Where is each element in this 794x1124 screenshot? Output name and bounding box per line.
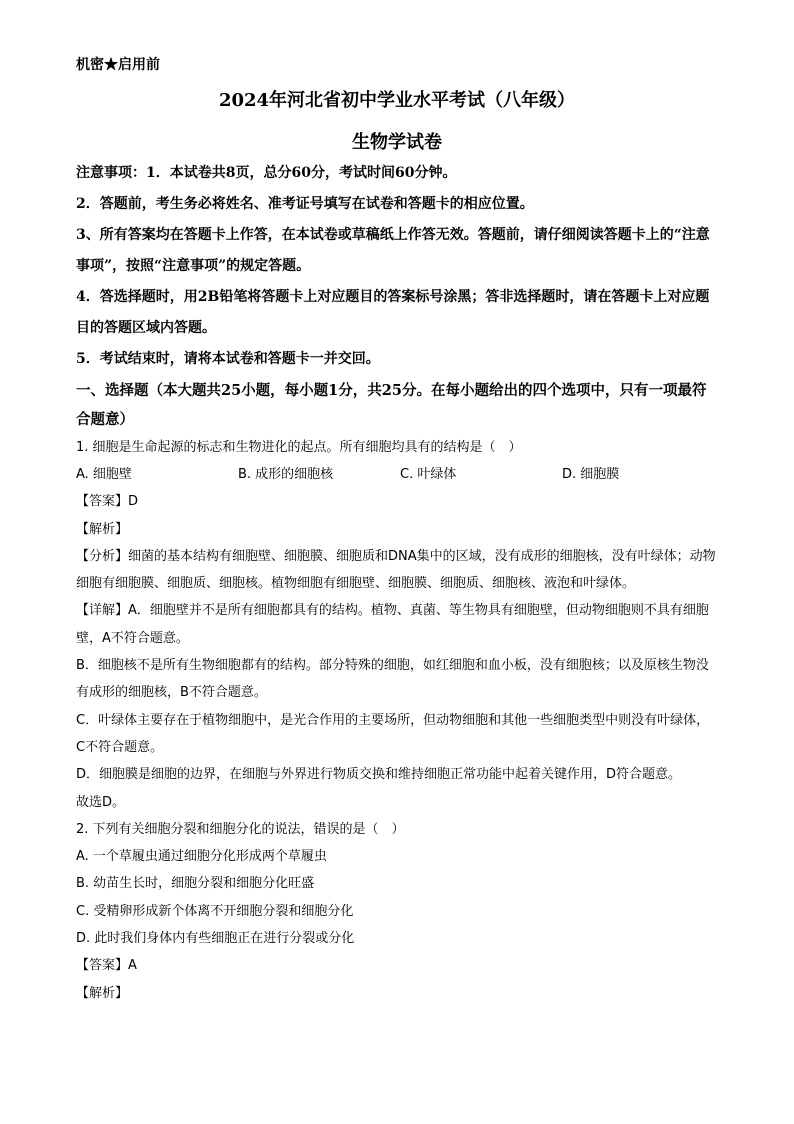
question-1-options bbox=[76, 461, 718, 488]
analysis-text: 【分析】细菌的基本结构有细胞壁、细胞膜、细胞质和DNA集中的区域，没有成形的细胞核，没有叶绿体；动物细胞有细胞膜、细胞质、细胞核。植物细胞有细胞壁、细胞膜、细胞质、细胞核、液泡和叶绿体。 bbox=[76, 548, 716, 592]
q2-option-a: A. 一个草履虫通过细胞分化形成两个草履虫 bbox=[76, 849, 327, 865]
option-a: A. 细胞壁 bbox=[76, 467, 132, 483]
exam-title: 2024年河北省初中学业水平考试（八年级） bbox=[218, 90, 576, 111]
question-1-solution bbox=[76, 488, 718, 816]
exam-subtitle: 生物学试卷 bbox=[352, 132, 442, 153]
question-1 bbox=[76, 434, 718, 461]
notice-item-5: 5．考试结束时，请将本试卷和答题卡一并交回。 bbox=[76, 351, 380, 367]
analysis-label: 【解析】 bbox=[76, 521, 129, 537]
section-heading: 一、选择题（本大题共25小题，每小题1分，共25分。在每小题给出的四个选项中，只有一项最符合题意） bbox=[76, 382, 707, 428]
answer-label: 【答案】D bbox=[76, 494, 139, 510]
notice-item-2: 2．答题前，考生务必将姓名、准考证号填写在试卷和答题卡的相应位置。 bbox=[76, 196, 534, 212]
detail-b: B．细胞核不是所有生物细胞都有的结构。部分特殊的细胞，如红细胞和血小板，没有细胞核；以及原核生物没有成形的细胞核，B不符合题意。 bbox=[76, 658, 709, 701]
option-b: B. 成形的细胞核 bbox=[238, 467, 334, 483]
notice-item-3: 3、所有答案均在答题卡上作答，在本试卷或草稿纸上作答无效。答题前，请仔细阅读答题卡上的“注意事项”，按照“注意事项”的规定答题。 bbox=[76, 227, 710, 274]
q2-option-d: D. 此时我们身体内有些细胞正在进行分裂或分化 bbox=[76, 931, 355, 947]
q2-option-c: C. 受精卵形成新个体离不开细胞分裂和细胞分化 bbox=[76, 903, 354, 919]
detail-a: 【详解】A．细胞壁并不是所有细胞都具有的结构。植物、真菌、等生物具有细胞壁，但动物细胞则不具有细胞壁，A不符合题意。 bbox=[76, 603, 709, 646]
notice-item-4: 4．答选择题时，用2B铅笔将答题卡上对应题目的答案标号涂黑；答非选择题时，请在答题卡上对应题目的答题区域内答题。 bbox=[76, 289, 710, 336]
option-d: D. 细胞膜 bbox=[562, 467, 620, 483]
question-2-stem: 2. 下列有关细胞分裂和细胞分化的说法，错误的是（ ） bbox=[76, 821, 405, 837]
q2-analysis-label: 【解析】 bbox=[76, 985, 129, 1001]
q2-option-b: B. 幼苗生长时，细胞分裂和细胞分化旺盛 bbox=[76, 876, 315, 892]
question-1-stem: 1. 细胞是生命起源的标志和生物进化的起点。所有细胞均具有的结构是（ ） bbox=[76, 440, 522, 455]
notice-block bbox=[76, 158, 718, 375]
confidential-label: 机密★启用前 bbox=[76, 57, 160, 73]
detail-d: D．细胞膜是细胞的边界，在细胞与外界进行物质交换和维持细胞正常功能中起着关键作用，D符合题意。 bbox=[76, 767, 682, 783]
option-c: C. 叶绿体 bbox=[400, 467, 457, 483]
conclusion: 故选D。 bbox=[76, 794, 126, 810]
question-2 bbox=[76, 816, 718, 1007]
q2-answer-label: 【答案】A bbox=[76, 958, 137, 974]
notice-item-1: 注意事项：1．本试卷共8页，总分60分，考试时间60分钟。 bbox=[76, 165, 457, 181]
detail-c: C．叶绿体主要存在于植物细胞中，是光合作用的主要场所，但动物细胞和其他一些细胞类型中则没有叶绿体，C不符合题意。 bbox=[76, 712, 710, 755]
